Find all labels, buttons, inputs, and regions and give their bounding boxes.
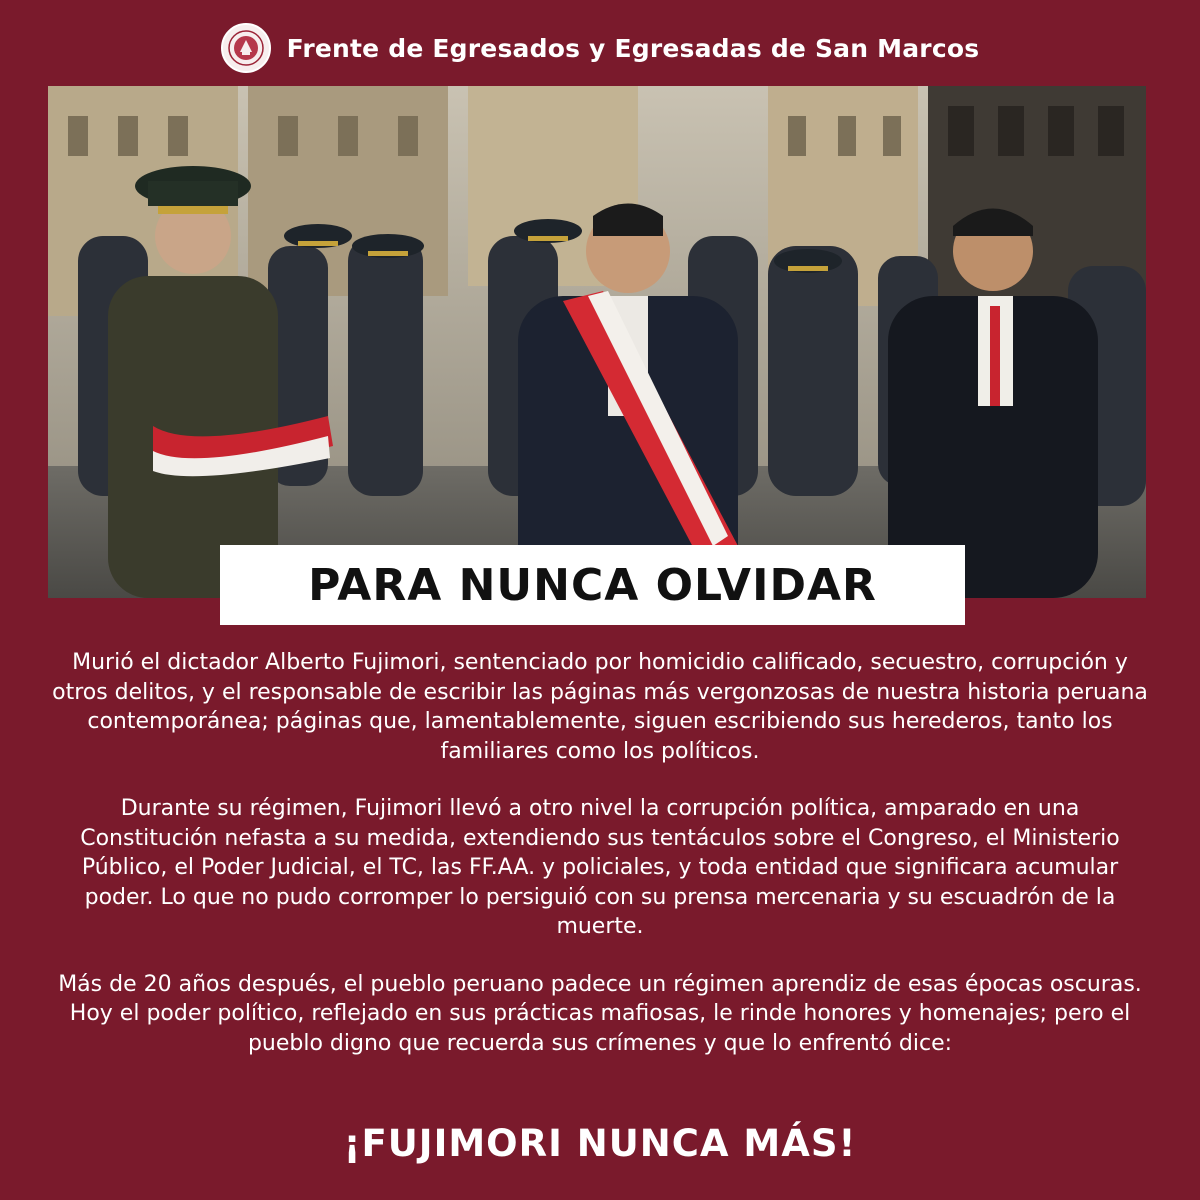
banner-title: PARA NUNCA OLVIDAR	[308, 559, 877, 611]
paragraph: Más de 20 años después, el pueblo peruano padece un régimen aprendiz de esas épocas oscuras. Hoy el poder político, reflejado en sus prácticas mafiosas, le rinde honores y homenajes; pero el pueblo digno que recuerda sus crímenes y que lo enfrentó dice:	[58, 971, 1142, 1056]
closing-slogan: ¡FUJIMORI NUNCA MÁS!	[343, 1122, 857, 1165]
title-banner	[220, 545, 965, 625]
statement-body	[50, 648, 1150, 1086]
organization-name: Frente de Egresados y Egresadas de San Marcos	[286, 33, 980, 63]
paragraph: Durante su régimen, Fujimori llevó a otro nivel la corrupción política, amparado en una Constitución nefasta a su medida, extendiendo sus tentáculos sobre el Congreso, el Ministerio Público, el Poder Judicial, el TC, las FF.AA. y policiales, y toda entidad que significara acumular poder. Lo que no pudo corromper lo persiguió con su prensa mercenaria y su escuadrón de la muerte.	[80, 796, 1120, 939]
university-seal-icon	[221, 23, 271, 73]
military-parade-photo	[48, 86, 1146, 598]
header	[0, 20, 1200, 76]
paragraph: Murió el dictador Alberto Fujimori, sentenciado por homicidio calificado, secuestro, corrupción y otros delitos, y el responsable de escribir las páginas más vergonzosas de nuestra historia peruana contemporánea; páginas que, lamentablemente, siguen escribiendo sus herederos, tanto los familiares como los políticos.	[52, 650, 1148, 764]
